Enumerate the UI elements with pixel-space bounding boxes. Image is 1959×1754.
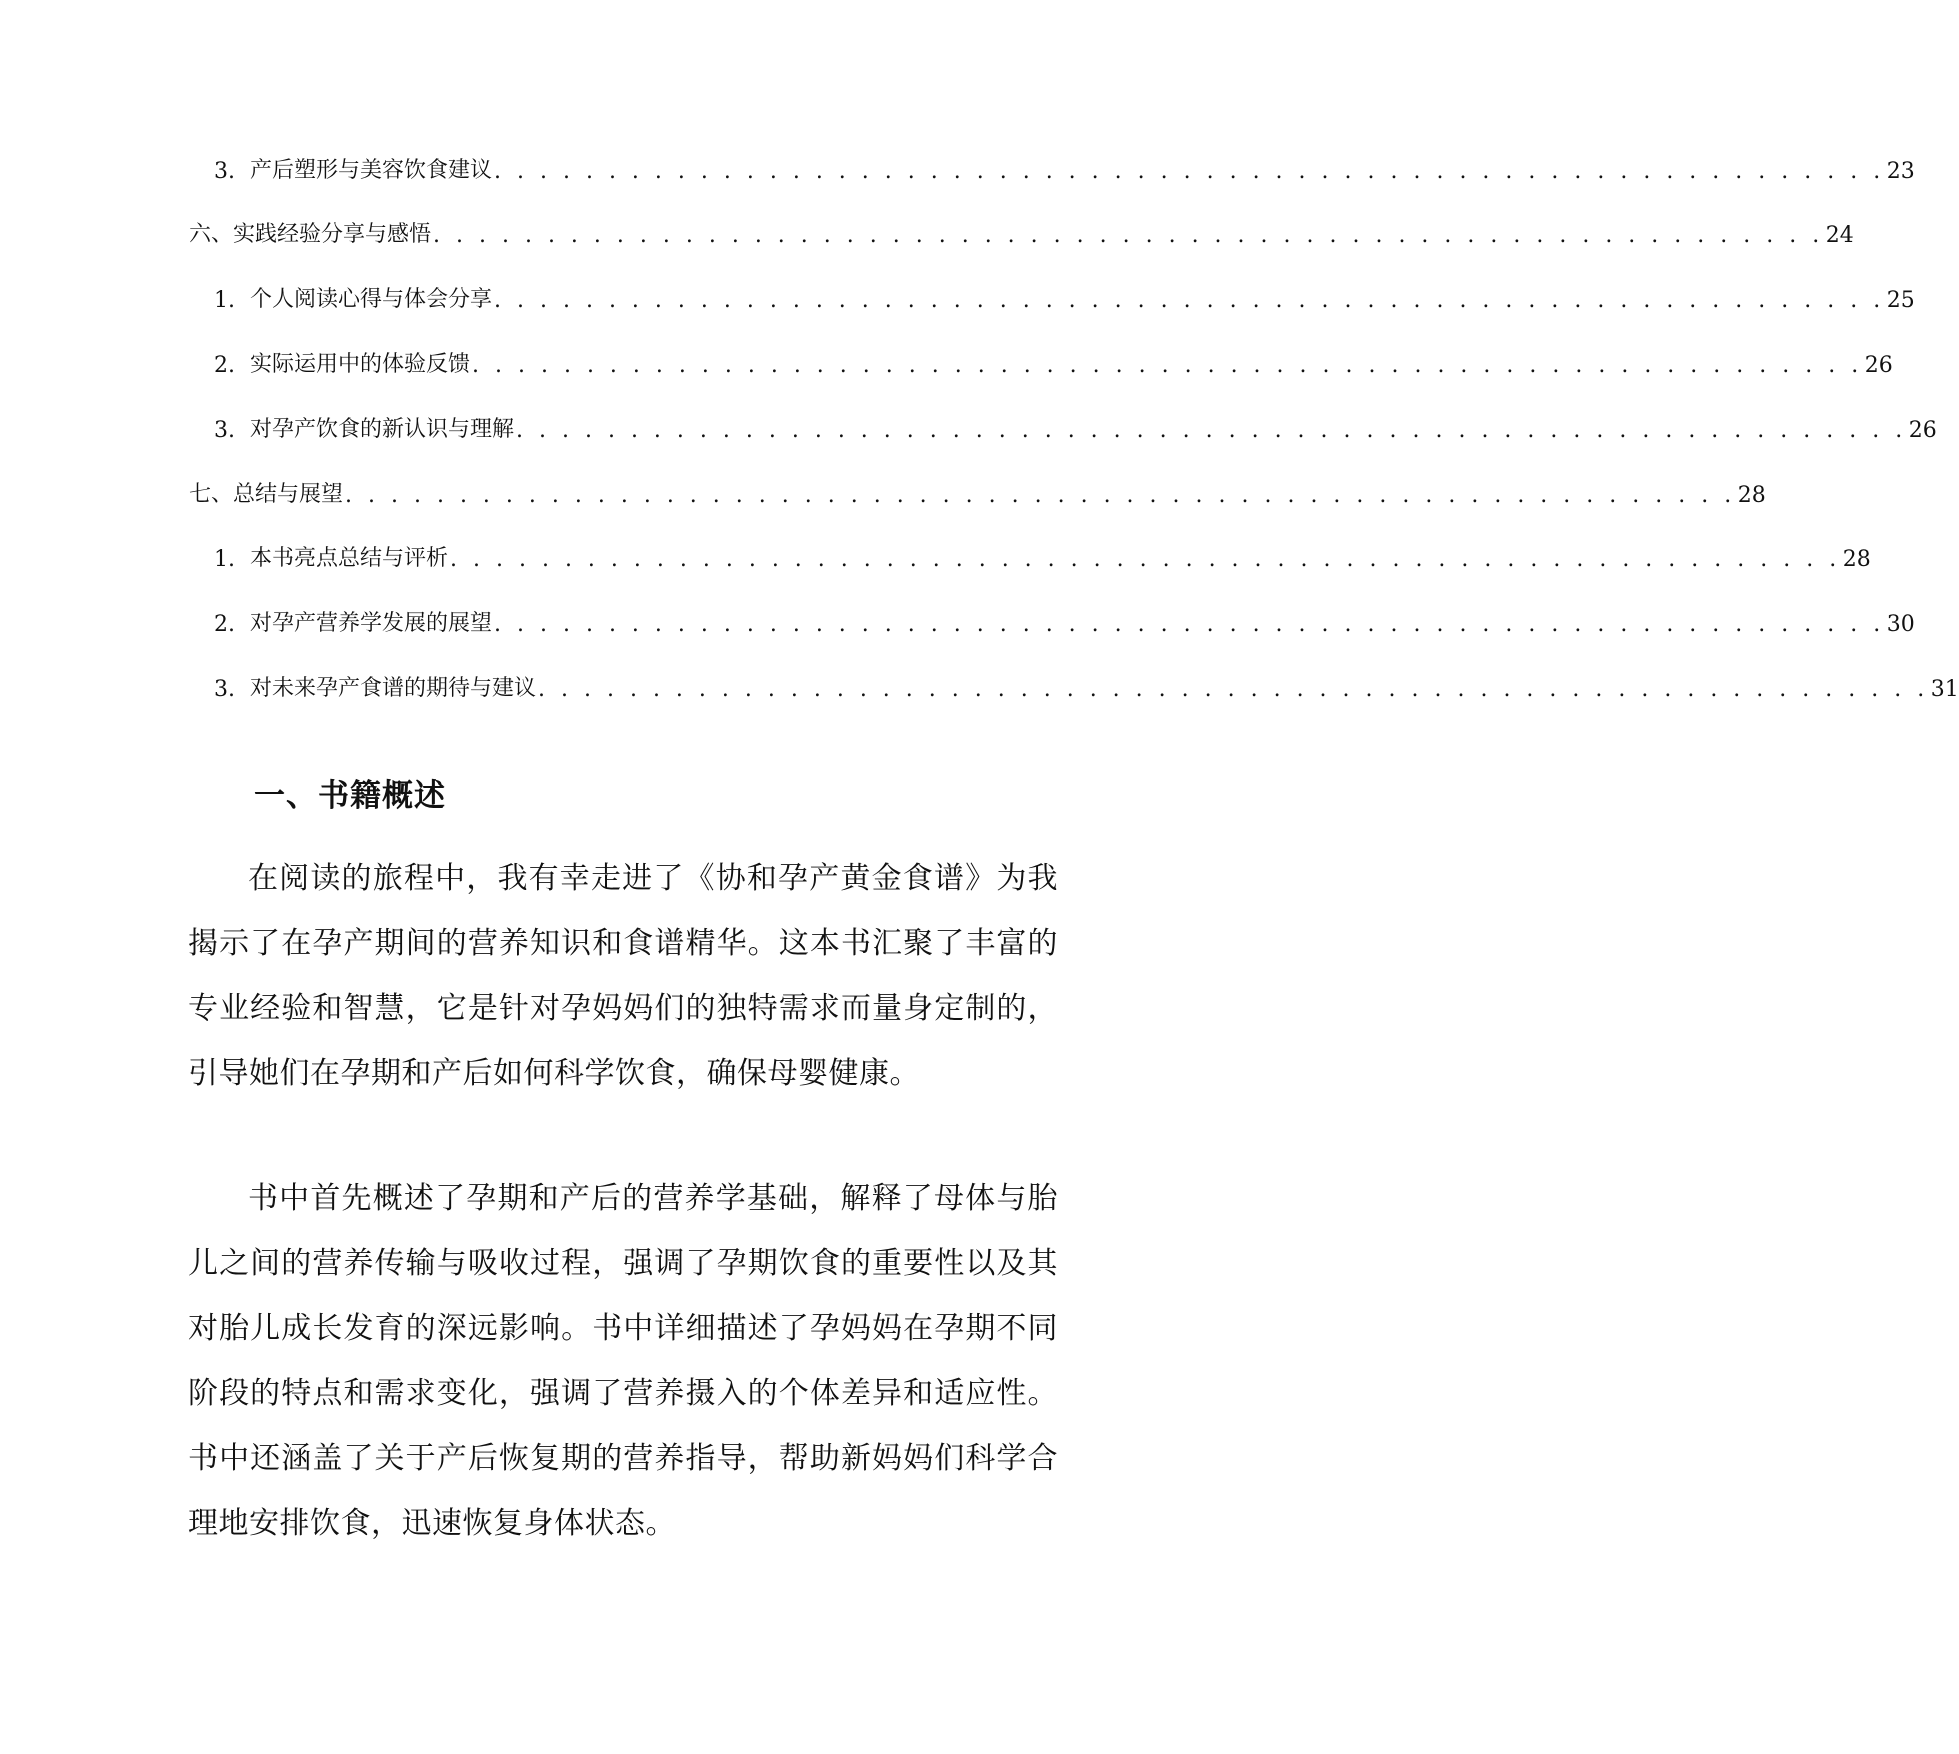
toc-leader-dots: . . . . . . . . . . . . . . . . . . . . . . . . . . . . . . . . . . . . . . . . . . . . . . . . . . . . . . . . . . . . . [494,288,1885,313]
toc-entry-title: 实际运用中的体验反馈 [250,352,471,377]
toc-entry-title: 七、总结与展望 [189,482,344,507]
toc-entry-page: 28 [1737,483,1766,508]
toc-entry[interactable] [214,668,1959,702]
toc-leader-dots: . . . . . . . . . . . . . . . . . . . . . . . . . . . . . . . . . . . . . . . . . . . . . . . . . . . . . . . . . . . . . [538,677,1929,702]
toc-leader-dots: . . . . . . . . . . . . . . . . . . . . . . . . . . . . . . . . . . . . . . . . . . . . . . . . . . . . . . . . . . . . . [494,612,1885,637]
toc-entry[interactable] [189,214,1854,248]
toc-entry-page: 28 [1842,547,1871,572]
toc-entry[interactable] [214,603,1915,637]
toc-entry-number: 1. [214,288,235,313]
toc-entry-page: 25 [1886,288,1915,313]
toc-entry-title: 本书亮点总结与评析 [250,546,449,571]
toc-leader-dots: . . . . . . . . . . . . . . . . . . . . . . . . . . . . . . . . . . . . . . . . . . . . . . . . . . . . . . . . . . . . . [516,418,1907,443]
paragraph: 在阅读的旅程中，我有幸走进了《协和孕产黄金食谱》为我揭示了在孕产期间的营养知识和食谱精华。这本书汇聚了丰富的专业经验和智慧，它是针对孕妈妈们的独特需求而量身定制的，引导她们在孕期和产后如何科学饮食，确保母婴健康。 [188,861,1058,1091]
toc-leader-dots: . . . . . . . . . . . . . . . . . . . . . . . . . . . . . . . . . . . . . . . . . . . . . . . . . . . . . . . . . . . . . [450,547,1841,572]
toc-entry[interactable] [189,474,1766,508]
toc-entry-title: 对孕产饮食的新认识与理解 [250,417,515,442]
toc-leader-dots: . . . . . . . . . . . . . . . . . . . . . . . . . . . . . . . . . . . . . . . . . . . . . . . . . . . . . . . . . . . . . [494,159,1885,184]
toc-entry-number: 2. [214,353,235,378]
toc-entry-title: 六、实践经验分享与感悟 [189,222,432,247]
paragraph: 书中首先概述了孕期和产后的营养学基础，解释了母体与胎儿之间的营养传输与吸收过程，强调了孕期饮食的重要性以及其对胎儿成长发育的深远影响。书中详细描述了孕妈妈在孕期不同阶段的特点和需求变化，强调了营养摄入的个体差异和适应性。书中还涵盖了关于产后恢复期的营养指导，帮助新妈妈们科学合理地安排饮食，迅速恢复身体状态。 [188,1181,1058,1541]
toc-entry-number: 2. [214,612,235,637]
toc-entry-number: 1. [214,547,235,572]
toc-entry[interactable] [214,344,1893,378]
toc-entry[interactable] [214,409,1937,443]
toc-leader-dots: . . . . . . . . . . . . . . . . . . . . . . . . . . . . . . . . . . . . . . . . . . . . . . . . . . . . . . . . . . . . . [433,223,1824,248]
toc-entry-number: 3. [214,677,235,702]
toc-entry[interactable] [214,538,1871,572]
toc-entry-page: 26 [1908,418,1937,443]
toc-entry-page: 30 [1886,612,1915,637]
toc-entry[interactable] [214,150,1915,184]
toc-entry-page: 26 [1864,353,1893,378]
toc-entry-number: 3. [214,418,235,443]
toc-entry-title: 个人阅读心得与体会分享 [250,287,493,312]
toc-entry-page: 31 [1930,677,1959,702]
section-heading: 一、书籍概述 [254,778,446,814]
toc-entry-page: 23 [1886,159,1915,184]
toc-entry-page: 24 [1825,223,1854,248]
toc-leader-dots: . . . . . . . . . . . . . . . . . . . . . . . . . . . . . . . . . . . . . . . . . . . . . . . . . . . . . . . . . . . . . [472,353,1863,378]
toc-entry[interactable] [214,279,1915,313]
toc-entry-title: 对未来孕产食谱的期待与建议 [250,676,537,701]
toc-entry-number: 3. [214,159,235,184]
toc-entry-title: 产后塑形与美容饮食建议 [250,158,493,183]
toc-leader-dots: . . . . . . . . . . . . . . . . . . . . . . . . . . . . . . . . . . . . . . . . . . . . . . . . . . . . . . . . . . . . . [345,483,1736,508]
toc-entry-title: 对孕产营养学发展的展望 [250,611,493,636]
